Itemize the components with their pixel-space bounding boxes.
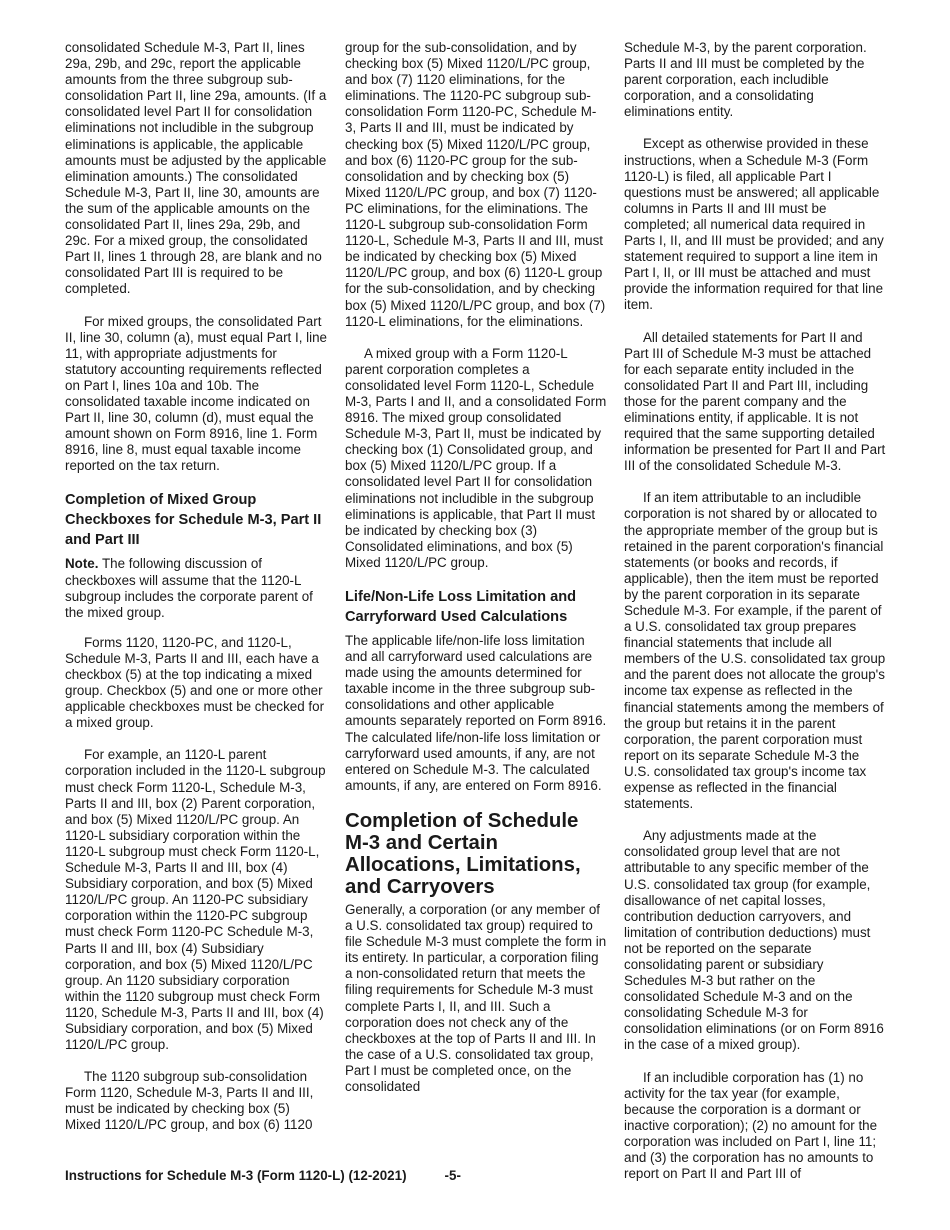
section-heading-mixed-group-checkboxes: Completion of Mixed Group Checkboxes for Schedule M-3, Part II and Part III [65, 492, 322, 549]
column-left [65, 40, 327, 1150]
paragraph: For mixed groups, the consolidated Part II, line 30, column (a), must equal Part I, line 11, with appropriate adjustments for statutory accounting requirements reflected on Part I, lines 10a and 10b. The consolidated taxable income indicated on Part II, line 30, column (d), must equal the amount shown on Form 8916, line 1. Form 8916, line 8, must equal taxable income reported on the tax return. [65, 313, 327, 474]
note-label: Note. [65, 556, 99, 572]
paragraph: Except as otherwise provided in these instructions, when a Schedule M-3 (Form 1120-L) is filed, all applicable Part I questions must be answered; all applicable columns in Parts II and III must be completed; all numerical data required in Parts I, II, and III must be provided; and any statement required to support a line item in Part I, II, or III must be attached and must provide the information required for that line item. [624, 136, 884, 313]
paragraph: Generally, a corporation (or any member of a U.S. consolidated tax group) required to file Schedule M-3 must complete the form in its entirety. In particular, a corporation filing a non-consolidated return that meets the filing requirements for Schedule M-3 must complete Parts I, II, and III. Such a corporation does not check any of the checkboxes at the top of Parts II and III. In the case of a U.S. consolidated tax group, Part I must be completed once, on the consolidated [345, 901, 607, 1094]
paragraph: If an item attributable to an includible corporation is not shared by or allocated to the appropriate member of the group but is retained in the parent corporation's financial statements (or books and records, if applicable), then the item must be reported by the parent corporation in its separate Schedule M-3. For example, if the parent of a U.S. consolidated tax group prepares financial statements that include all members of the U.S. consolidated tax group and the parent does not allocate the group's income tax expense as reflected in the financial statements among the members of the group but retains it in the parent corporation, the parent corporation must report on its separate Schedule M-3 the U.S. consolidated tax group's income tax expense as reflected in the financial statements. [624, 490, 886, 812]
footer-title: Instructions for Schedule M-3 (Form 1120-L) (12-2021) [65, 1168, 407, 1183]
paragraph: All detailed statements for Part II and Part III of Schedule M-3 must be attached for each separate entity included in the consolidated Part II and Part III, including those for the parent company and the eliminations entity, if applicable. It is not required that the same supporting detailed information be presented for Part II and Part III of the consolidated Schedule M-3. [624, 329, 886, 474]
paragraph: A mixed group with a Form 1120-L parent corporation completes a consolidated level Form 1120-L, Schedule M-3, Parts I and II, and a consolidated Form 8916. The mixed group consolidated Schedule M-3, Part II, must be indicated by checking box (1) Consolidated group, and box (5) Mixed 1120/L/PC group. If a consolidated level Part II for consolidation eliminations not includible in the subgroup eliminations is applicable, that Part II must be indicated by checking box (3) Consolidated eliminations, and box (5) Mixed 1120/L/PC group. [345, 345, 607, 570]
paragraph: If an includible corporation has (1) no activity for the tax year (for example, because the corporation is a dormant or inactive corporation); (2) no amount for the corporation was included on Part I, line 11; and (3) the corporation has no amounts to report on Part II and Part III of [624, 1069, 878, 1182]
paragraph: The 1120 subgroup sub-consolidation Form 1120, Schedule M-3, Parts II and III, must be indicated by checking box (5) Mixed 1120/L/PC group, and box (6) 1120 [65, 1069, 314, 1133]
section-heading-completion-schedule-m3: Completion of Schedule M-3 and Certain Allocations, Limitations, and Carryovers [345, 809, 581, 898]
paragraph: consolidated Schedule M-3, Part II, lines 29a, 29b, and 29c, report the applicable amounts from the three subgroup sub-consolidation Part II, line 29a, amounts. (If a consolidated level Part II for consolidation eliminations not includible in the subgroup eliminations is applicable, the applicable amounts must be adjusted by the applicable elimination amounts.) The consolidated Schedule M-3, Part II, line 30, amounts are the sum of the applicable amounts on the consolidated Part II, lines 29a, 29b, and 29c. For a mixed group, the consolidated Part II, lines 1 through 28, are blank and no consolidated Part III is required to be completed. [65, 40, 327, 297]
note-paragraph [65, 556, 327, 620]
section-heading-loss-limitation: Life/Non-Life Loss Limitation and Carryforward Used Calculations [345, 589, 577, 625]
column-right [624, 40, 888, 1198]
paragraph: Schedule M-3, by the parent corporation. Parts II and III must be completed by the parent corporation, each includible corporation, and a consolidating eliminations entity. [624, 40, 867, 120]
paragraph: Forms 1120, 1120-PC, and 1120-L, Schedule M-3, Parts II and III, each have a checkbox (5) at the top indicating a mixed group. Checkbox (5) and one or more other applicable checkboxes must be checked for a mixed group. [65, 634, 325, 731]
paragraph: The applicable life/non-life loss limitation and all carryforward used calculations are made using the amounts determined for taxable income in the three subgroup sub-consolidations and other applicable amounts separately reported on Form 8916. The calculated life/non-life loss limitation or carryforward used amounts, if any, are not entered on Schedule M-3. The calculated amounts, if any, are entered on Form 8916. [345, 633, 607, 793]
paragraph: For example, an 1120-L parent corporation included in the 1120-L subgroup must check Form 1120-L, Schedule M-3, Parts II and III, box (2) Parent corporation, and box (5) Mixed 1120/L/PC group. An 1120-L subsidiary corporation within the 1120-L subgroup must check Form 1120-L, Schedule M-3, Parts II and III, box (4) Subsidiary corporation, and box (5) Mixed 1120/L/PC group. An 1120-PC subsidiary corporation within the 1120-PC subgroup must check Form 1120-PC Schedule M-3, Parts II and III, box (4) Subsidiary corporation, and box (5) Mixed 1120/L/PC group. An 1120 subsidiary corporation within the 1120 subgroup must check Form 1120, Schedule M-3, Parts II and III, box (4) Subsidiary corporation, and box (5) Mixed 1120/L/PC group. [65, 747, 326, 1053]
page-footer [65, 1168, 461, 1183]
column-middle [345, 40, 607, 1111]
paragraph: Any adjustments made at the consolidated group level that are not attributable to any specific member of the U.S. consolidated tax group (for example, disallowance of net capital losses, contribution deduction carryovers, and limitation of contribution deductions) must not be reported on the separate consolidating parent or subsidiary Schedules M-3 but rather on the consolidated Schedule M-3 and on the consolidating Schedule M-3 for consolidation eliminations (or on Form 8916 in the case of a mixed group). [624, 828, 884, 1053]
paragraph: group for the sub-consolidation, and by checking box (5) Mixed 1120/L/PC group, and box (7) 1120 eliminations, for the eliminations. The 1120-PC subgroup sub-consolidation Form 1120-PC, Schedule M-3, Parts II and III, must be indicated by checking box (5) Mixed 1120/L/PC group, and box (6) 1120-PC group for the sub-consolidation and by checking box (5) Mixed 1120/L/PC group, and box (7) 1120-PC eliminations, for the eliminations. The 1120-L subgroup sub-consolidation Form 1120-L, Schedule M-3, Parts II and III, must be indicated by checking box (5) Mixed 1120/L/PC group, and box (6) 1120-L group for the sub-consolidation, and by checking box (5) Mixed 1120/L/PC group, and box (7) 1120-L eliminations, for the eliminations. [345, 40, 606, 329]
page-number: -5- [444, 1168, 461, 1183]
note-text: The following discussion of checkboxes will assume that the 1120-L subgroup includes the corporate parent of the mixed group. [65, 556, 313, 620]
